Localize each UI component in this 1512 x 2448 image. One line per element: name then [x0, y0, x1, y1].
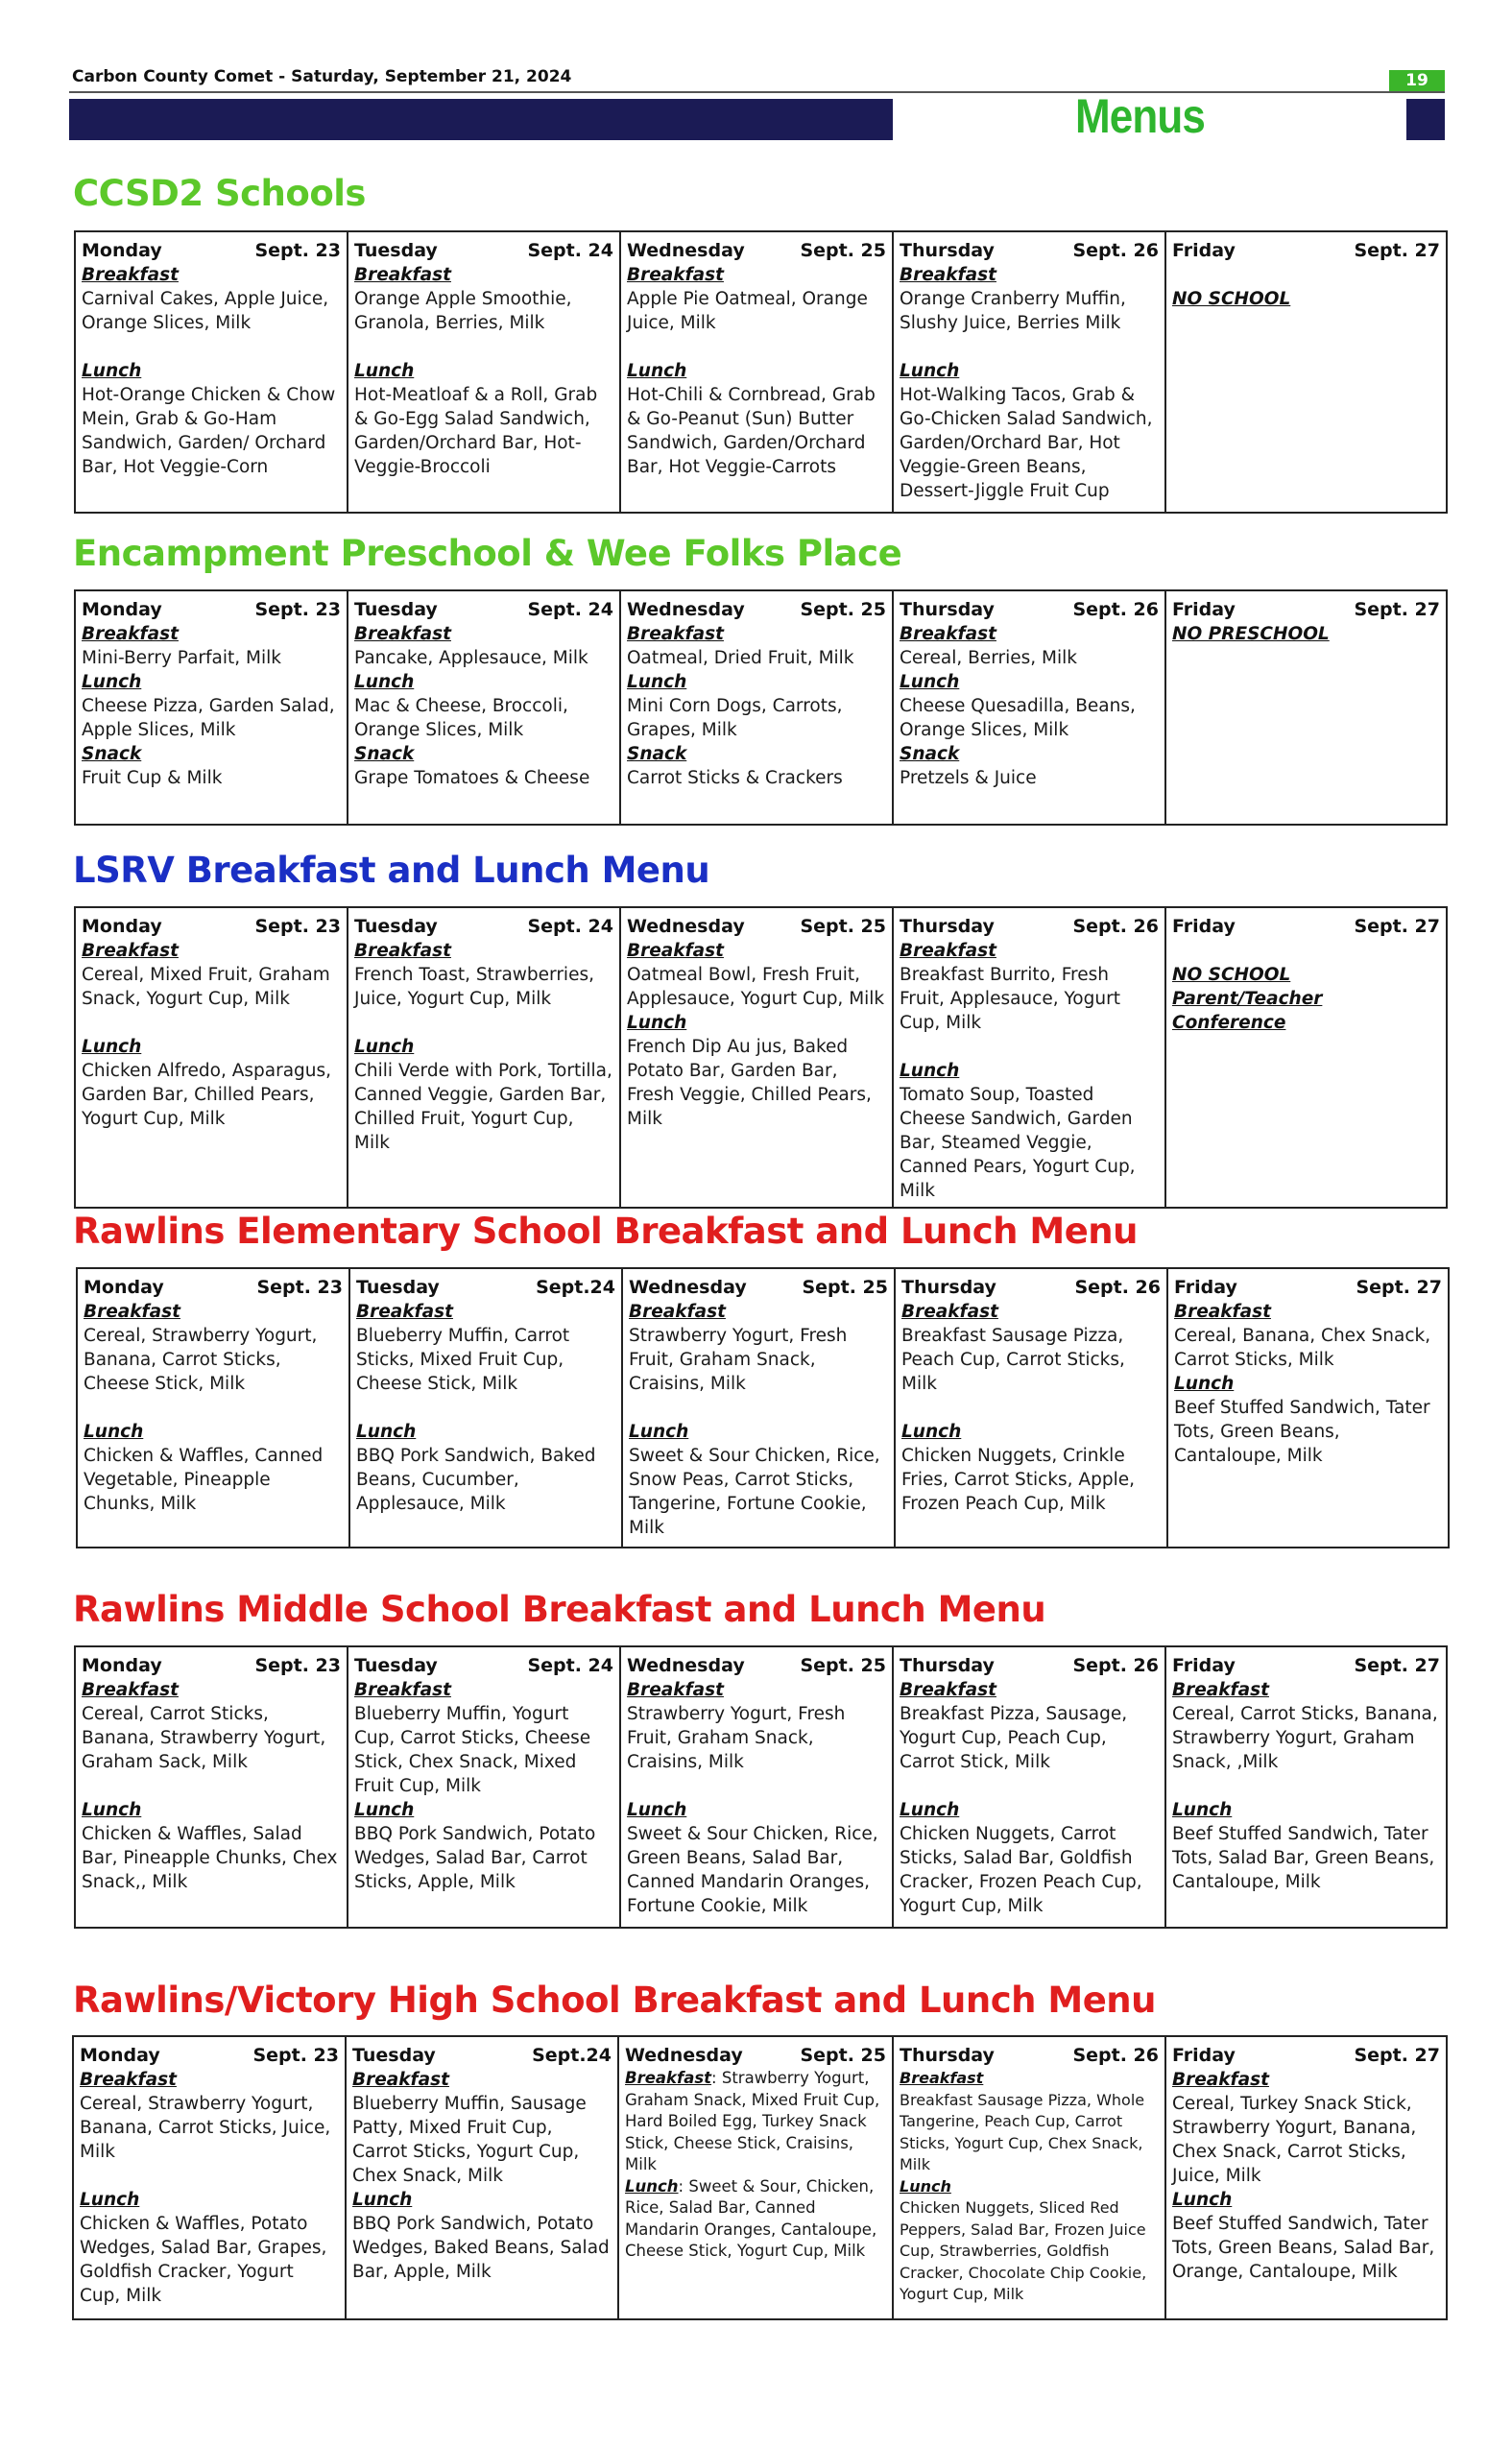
lunch-label: Lunch [352, 2190, 413, 2210]
day-date: Sept. 23 [254, 599, 341, 620]
rawlins-elementary-wednesday [622, 1268, 895, 1548]
day-date: Sept. 23 [252, 2045, 339, 2066]
day-date: Sept. 25 [800, 599, 886, 620]
lunch-items: BBQ Pork Sandwich, Baked Beans, Cucumber, Applesauce, Milk [356, 1446, 596, 1514]
lunch-items: Cheese Pizza, Garden Salad, Apple Slices, Milk [82, 696, 335, 740]
rawlins-high-tuesday [346, 2036, 618, 2319]
ccsd2-menu-table [74, 230, 1448, 514]
day-name: Friday [1172, 916, 1236, 937]
breakfast-items: French Toast, Strawberries, Juice, Yogurt Cup, Milk [354, 965, 594, 1009]
day-name: Monday [80, 2045, 160, 2066]
day-date: Sept. 27 [1354, 2045, 1440, 2066]
breakfast-label: Breakfast [900, 1680, 996, 1700]
breakfast-label: Breakfast [356, 1302, 453, 1322]
day-date: Sept. 27 [1356, 1277, 1442, 1298]
breakfast-label: Breakfast [80, 2070, 177, 2090]
closure-note: NO SCHOOL [1172, 289, 1291, 309]
lunch-items: Cheese Quesadilla, Beans, Orange Slices, Milk [900, 696, 1136, 740]
day-name: Monday [82, 916, 162, 937]
lsrv-thursday [893, 907, 1165, 1208]
day-date: Sept. 23 [254, 916, 341, 937]
lunch-items: Sweet & Sour Chicken, Rice, Green Beans, Salad Bar, Canned Mandarin Oranges, Fortune Cookie, Milk [627, 1824, 878, 1916]
lsrv-menu-table [74, 906, 1448, 1209]
lsrv-wednesday [620, 907, 893, 1208]
day-name: Wednesday [627, 916, 745, 937]
breakfast-label: Breakfast [82, 941, 179, 961]
day-date: Sept. 25 [800, 240, 886, 261]
encampment-menu-table [74, 589, 1448, 826]
lunch-label: Lunch [1172, 1800, 1233, 1820]
breakfast-label: Breakfast [1172, 1680, 1269, 1700]
day-name: Friday [1172, 1655, 1236, 1676]
day-name: Tuesday [354, 916, 438, 937]
rawlins-elementary-monday [77, 1268, 349, 1548]
encampment-tuesday [348, 590, 620, 825]
breakfast-items: : Strawberry Yogurt, Graham Snack, Mixed Fruit Cup, Hard Boiled Egg, Turkey Snack Stick, Cheese Stick, Craisins, Milk [625, 2069, 880, 2173]
breakfast-label: Breakfast [84, 1302, 180, 1322]
day-name: Wednesday [627, 1655, 745, 1676]
breakfast-items: Cereal, Banana, Chex Snack, Carrot Sticks, Milk [1174, 1326, 1431, 1370]
day-date: Sept. 26 [1074, 1277, 1161, 1298]
day-name: Monday [84, 1277, 164, 1298]
rawlins-elementary-title: Rawlins Elementary School Breakfast and Lunch Menu [73, 1211, 1138, 1252]
breakfast-label: Breakfast [627, 941, 724, 961]
lsrv-tuesday [348, 907, 620, 1208]
lunch-label: Lunch [627, 1013, 687, 1033]
day-name: Wednesday [629, 1277, 747, 1298]
day-date: Sept. 24 [527, 599, 613, 620]
ccsd2-friday [1165, 231, 1447, 513]
breakfast-items: Blueberry Muffin, Sausage Patty, Mixed Fruit Cup, Carrot Sticks, Yogurt Cup, Chex Snack, Milk [352, 2094, 587, 2186]
day-name: Wednesday [627, 599, 745, 620]
day-name: Thursday [900, 240, 995, 261]
day-date: Sept. 27 [1354, 1655, 1440, 1676]
breakfast-items: Cereal, Berries, Milk [900, 648, 1077, 668]
day-name: Tuesday [354, 1655, 438, 1676]
rawlins-high-menu-table [72, 2035, 1448, 2320]
breakfast-label: Breakfast [82, 624, 179, 644]
lunch-label: Lunch [1174, 1374, 1235, 1394]
lunch-items: Hot-Meatloaf & a Roll, Grab & Go-Egg Salad Sandwich, Garden/Orchard Bar, Hot-Veggie-Broccoli [354, 385, 598, 477]
day-name: Tuesday [356, 1277, 440, 1298]
breakfast-label: Breakfast [354, 1680, 451, 1700]
breakfast-items: Cereal, Carrot Sticks, Banana, Strawberry Yogurt, Graham Snack, ,Milk [1172, 1704, 1438, 1772]
closure-note: NO SCHOOL [1172, 965, 1291, 985]
lsrv-monday [75, 907, 348, 1208]
breakfast-label: Breakfast [1174, 1302, 1271, 1322]
rawlins-high-monday [73, 2036, 346, 2319]
lunch-items: Chicken & Waffles, Canned Vegetable, Pineapple Chunks, Milk [84, 1446, 324, 1514]
breakfast-label: Breakfast [629, 1302, 726, 1322]
snack-label: Snack [354, 744, 415, 764]
lunch-items: Chicken Nuggets, Carrot Sticks, Salad Bar, Goldfish Cracker, Frozen Peach Cup, Yogurt Cup, Milk [900, 1824, 1142, 1916]
breakfast-label: Breakfast [354, 941, 451, 961]
day-name: Thursday [901, 1277, 996, 1298]
day-date: Sept. 23 [254, 240, 341, 261]
lsrv-friday [1165, 907, 1447, 1208]
lunch-items: Beef Stuffed Sandwich, Tater Tots, Salad Bar, Green Beans, Cantaloupe, Milk [1172, 1824, 1435, 1892]
day-name: Thursday [900, 916, 995, 937]
encampment-thursday [893, 590, 1165, 825]
breakfast-items: Orange Cranberry Muffin, Slushy Juice, Berries Milk [900, 289, 1126, 333]
encampment-monday [75, 590, 348, 825]
newspaper-dateline: Carbon County Comet - Saturday, September 21, 2024 [72, 67, 572, 86]
day-date: Sept.24 [532, 2045, 612, 2066]
breakfast-label: Breakfast [900, 265, 996, 285]
lunch-label: Lunch [1172, 2190, 1233, 2210]
lunch-label: Lunch [627, 1800, 687, 1820]
lunch-label: Lunch [82, 1037, 142, 1057]
lunch-items: French Dip Au jus, Baked Potato Bar, Garden Bar, Fresh Veggie, Chilled Pears, Milk [627, 1037, 872, 1129]
day-date: Sept. 25 [800, 2045, 886, 2066]
lunch-items: Hot-Walking Tacos, Grab & Go-Chicken Salad Sandwich, Garden/Orchard Bar, Hot Veggie-Green Beans, Dessert-Jiggle Fruit Cup [900, 385, 1153, 501]
rawlins-elementary-tuesday [349, 1268, 622, 1548]
day-name: Tuesday [354, 240, 438, 261]
page-number: 19 [1389, 70, 1445, 91]
snack-items: Fruit Cup & Milk [82, 768, 223, 788]
lunch-label: Lunch [354, 672, 415, 692]
breakfast-label: Breakfast [82, 265, 179, 285]
rawlins-middle-monday [75, 1646, 348, 1928]
day-date: Sept. 23 [254, 1655, 341, 1676]
lunch-items: Sweet & Sour Chicken, Rice, Snow Peas, Carrot Sticks, Tangerine, Fortune Cookie, Milk [629, 1446, 880, 1538]
lunch-label: Lunch [354, 361, 415, 381]
day-date: Sept. 23 [256, 1277, 343, 1298]
breakfast-label: Breakfast [354, 624, 451, 644]
day-name: Thursday [900, 2045, 995, 2066]
day-date: Sept. 27 [1354, 599, 1440, 620]
breakfast-items: Blueberry Muffin, Carrot Sticks, Mixed Fruit Cup, Cheese Stick, Milk [356, 1326, 570, 1394]
breakfast-items: Cereal, Turkey Snack Stick, Strawberry Yogurt, Banana, Chex Snack, Carrot Sticks, Juice, Milk [1172, 2094, 1417, 2186]
day-name: Tuesday [354, 599, 438, 620]
breakfast-label: Breakfast [900, 941, 996, 961]
lunch-label: Lunch [900, 1061, 960, 1081]
breakfast-label: Breakfast [352, 2070, 449, 2090]
breakfast-items: Breakfast Pizza, Sausage, Yogurt Cup, Peach Cup, Carrot Stick, Milk [900, 1704, 1128, 1772]
day-name: Monday [82, 240, 162, 261]
day-date: Sept. 24 [527, 916, 613, 937]
day-name: Thursday [900, 1655, 995, 1676]
day-name: Thursday [900, 599, 995, 620]
lunch-label: Lunch [900, 672, 960, 692]
breakfast-items: Strawberry Yogurt, Fresh Fruit, Graham Snack, Craisins, Milk [629, 1326, 848, 1394]
day-name: Monday [82, 1655, 162, 1676]
rawlins-middle-friday [1165, 1646, 1447, 1928]
breakfast-label: Breakfast [900, 2069, 984, 2087]
lunch-label: Lunch [82, 1800, 142, 1820]
day-name: Tuesday [352, 2045, 436, 2066]
lunch-label: Lunch [627, 672, 687, 692]
rawlins-middle-tuesday [348, 1646, 620, 1928]
rawlins-high-title: Rawlins/Victory High School Breakfast and Lunch Menu [73, 1980, 1156, 2021]
breakfast-label: Breakfast [627, 624, 724, 644]
lunch-items: Chicken Nuggets, Sliced Red Peppers, Salad Bar, Frozen Juice Cup, Strawberries, Goldfish Cracker, Chocolate Chip Cookie, Yogurt Cup, Milk [900, 2198, 1147, 2303]
ccsd2-tuesday [348, 231, 620, 513]
lunch-label: Lunch [354, 1037, 415, 1057]
snack-label: Snack [900, 744, 960, 764]
breakfast-label: Breakfast [354, 265, 451, 285]
lunch-items: Beef Stuffed Sandwich, Tater Tots, Green Beans, Cantaloupe, Milk [1174, 1398, 1430, 1466]
day-date: Sept. 24 [527, 1655, 613, 1676]
day-date: Sept. 26 [1072, 599, 1159, 620]
conference-note: Parent/Teacher Conference [1172, 989, 1323, 1033]
lunch-label: Lunch [82, 672, 142, 692]
snack-items: Pretzels & Juice [900, 768, 1037, 788]
breakfast-items: Oatmeal, Dried Fruit, Milk [627, 648, 854, 668]
lunch-items: Chicken Nuggets, Crinkle Fries, Carrot Sticks, Apple, Frozen Peach Cup, Milk [901, 1446, 1135, 1514]
breakfast-label: Breakfast [627, 265, 724, 285]
breakfast-label: Breakfast [900, 624, 996, 644]
day-name: Friday [1172, 2045, 1236, 2066]
breakfast-items: Apple Pie Oatmeal, Orange Juice, Milk [627, 289, 868, 333]
lunch-items: Chicken & Waffles, Potato Wedges, Salad Bar, Grapes, Goldfish Cracker, Yogurt Cup, Milk [80, 2214, 327, 2306]
breakfast-items: Mini-Berry Parfait, Milk [82, 648, 281, 668]
encampment-title: Encampment Preschool & Wee Folks Place [73, 533, 902, 574]
lunch-label: Lunch [82, 361, 142, 381]
snack-items: Grape Tomatoes & Cheese [354, 768, 590, 788]
lunch-label: Lunch [629, 1422, 689, 1442]
lunch-label: Lunch [84, 1422, 144, 1442]
breakfast-items: Orange Apple Smoothie, Granola, Berries, Milk [354, 289, 572, 333]
lunch-items: Chili Verde with Pork, Tortilla, Canned Veggie, Garden Bar, Chilled Fruit, Yogurt Cup, Milk [354, 1061, 612, 1153]
breakfast-items: Cereal, Carrot Sticks, Banana, Strawberry Yogurt, Graham Sack, Milk [82, 1704, 326, 1772]
day-name: Wednesday [625, 2045, 743, 2066]
lunch-label: Lunch [356, 1422, 417, 1442]
encampment-wednesday [620, 590, 893, 825]
breakfast-items: Carnival Cakes, Apple Juice, Orange Slices, Milk [82, 289, 329, 333]
encampment-friday [1165, 590, 1447, 825]
breakfast-label: Breakfast [1172, 2070, 1269, 2090]
day-date: Sept. 26 [1072, 1655, 1159, 1676]
breakfast-items: Oatmeal Bowl, Fresh Fruit, Applesauce, Yogurt Cup, Milk [627, 965, 885, 1009]
breakfast-items: Strawberry Yogurt, Fresh Fruit, Graham Snack, Craisins, Milk [627, 1704, 846, 1772]
day-date: Sept. 24 [527, 240, 613, 261]
lunch-items: Tomato Soup, Toasted Cheese Sandwich, Garden Bar, Steamed Veggie, Canned Pears, Yogurt Cup, Milk [900, 1085, 1136, 1201]
day-name: Friday [1172, 599, 1236, 620]
lunch-items: Mini Corn Dogs, Carrots, Grapes, Milk [627, 696, 843, 740]
lunch-label: Lunch [900, 361, 960, 381]
snack-label: Snack [82, 744, 142, 764]
rawlins-elementary-menu-table [76, 1267, 1450, 1548]
ccsd2-wednesday [620, 231, 893, 513]
rawlins-elementary-thursday [895, 1268, 1167, 1548]
breakfast-label: Breakfast [627, 1680, 724, 1700]
rawlins-high-friday [1165, 2036, 1447, 2319]
lunch-items: : Sweet & Sour, Chicken, Rice, Salad Bar, Canned Mandarin Oranges, Cantaloupe, Cheese Stick, Yogurt Cup, Milk [625, 2176, 877, 2260]
lunch-label: Lunch [625, 2176, 679, 2196]
lunch-items: BBQ Pork Sandwich, Potato Wedges, Baked Beans, Salad Bar, Apple, Milk [352, 2214, 610, 2282]
section-heading: Menus [1075, 89, 1205, 143]
lunch-items: Mac & Cheese, Broccoli, Orange Slices, Milk [354, 696, 568, 740]
ccsd2-title: CCSD2 Schools [73, 173, 366, 214]
breakfast-label: Breakfast [82, 1680, 179, 1700]
rawlins-elementary-friday [1167, 1268, 1449, 1548]
rawlins-middle-wednesday [620, 1646, 893, 1928]
breakfast-items: Breakfast Burrito, Fresh Fruit, Applesauce, Yogurt Cup, Milk [900, 965, 1120, 1033]
lunch-items: Hot-Orange Chicken & Chow Mein, Grab & Go-Ham Sandwich, Garden/ Orchard Bar, Hot Veggie-Corn [82, 385, 336, 477]
lunch-items: Chicken Alfredo, Asparagus, Garden Bar, Chilled Pears, Yogurt Cup, Milk [82, 1061, 332, 1129]
lunch-items: Chicken & Waffles, Salad Bar, Pineapple Chunks, Chex Snack,, Milk [82, 1824, 338, 1892]
header-rule [69, 91, 1445, 93]
lunch-label: Lunch [80, 2190, 140, 2210]
breakfast-items: Cereal, Mixed Fruit, Graham Snack, Yogurt Cup, Milk [82, 965, 330, 1009]
rawlins-high-thursday [893, 2036, 1165, 2319]
day-date: Sept. 25 [800, 916, 886, 937]
day-date: Sept. 25 [802, 1277, 888, 1298]
breakfast-items: Cereal, Strawberry Yogurt, Banana, Carrot Sticks, Juice, Milk [80, 2094, 331, 2162]
day-name: Friday [1174, 1277, 1237, 1298]
breakfast-items: Blueberry Muffin, Yogurt Cup, Carrot Sticks, Cheese Stick, Chex Snack, Mixed Fruit Cup, Milk [354, 1704, 591, 1796]
lunch-label: Lunch [900, 2176, 951, 2196]
day-date: Sept. 25 [800, 1655, 886, 1676]
rawlins-middle-thursday [893, 1646, 1165, 1928]
day-name: Monday [82, 599, 162, 620]
lunch-label: Lunch [901, 1422, 962, 1442]
day-date: Sept. 27 [1354, 916, 1440, 937]
lsrv-title: LSRV Breakfast and Lunch Menu [73, 850, 710, 891]
ccsd2-monday [75, 231, 348, 513]
ccsd2-thursday [893, 231, 1165, 513]
snack-label: Snack [627, 744, 687, 764]
header-navy-bar [69, 99, 893, 140]
rawlins-middle-title: Rawlins Middle School Breakfast and Lunch Menu [73, 1589, 1046, 1630]
day-date: Sept. 26 [1072, 2045, 1159, 2066]
breakfast-items: Pancake, Applesauce, Milk [354, 648, 588, 668]
day-name: Friday [1172, 240, 1236, 261]
rawlins-high-wednesday [618, 2036, 893, 2319]
day-name: Wednesday [627, 240, 745, 261]
breakfast-items: Breakfast Sausage Pizza, Whole Tangerine, Peach Cup, Carrot Sticks, Yogurt Cup, Chex Snack, Milk [900, 2090, 1145, 2173]
lunch-label: Lunch [900, 1800, 960, 1820]
day-date: Sept. 27 [1354, 240, 1440, 261]
lunch-items: Beef Stuffed Sandwich, Tater Tots, Green Beans, Salad Bar, Orange, Cantaloupe, Milk [1172, 2214, 1435, 2282]
lunch-items: BBQ Pork Sandwich, Potato Wedges, Salad Bar, Carrot Sticks, Apple, Milk [354, 1824, 596, 1892]
lunch-label: Lunch [354, 1800, 415, 1820]
lunch-items: Hot-Chili & Cornbread, Grab & Go-Peanut (Sun) Butter Sandwich, Garden/Orchard Bar, Hot Veggie-Carrots [627, 385, 876, 477]
header-navy-box [1406, 99, 1445, 140]
day-date: Sept.24 [536, 1277, 615, 1298]
closure-note: NO PRESCHOOL [1172, 624, 1330, 644]
breakfast-items: Breakfast Sausage Pizza, Peach Cup, Carrot Sticks, Milk [901, 1326, 1125, 1394]
breakfast-label: Breakfast [625, 2069, 712, 2087]
day-date: Sept. 26 [1072, 916, 1159, 937]
day-date: Sept. 26 [1072, 240, 1159, 261]
breakfast-label: Breakfast [901, 1302, 998, 1322]
snack-items: Carrot Sticks & Crackers [627, 768, 843, 788]
rawlins-middle-menu-table [74, 1645, 1448, 1929]
breakfast-items: Cereal, Strawberry Yogurt, Banana, Carrot Sticks, Cheese Stick, Milk [84, 1326, 318, 1394]
lunch-label: Lunch [627, 361, 687, 381]
